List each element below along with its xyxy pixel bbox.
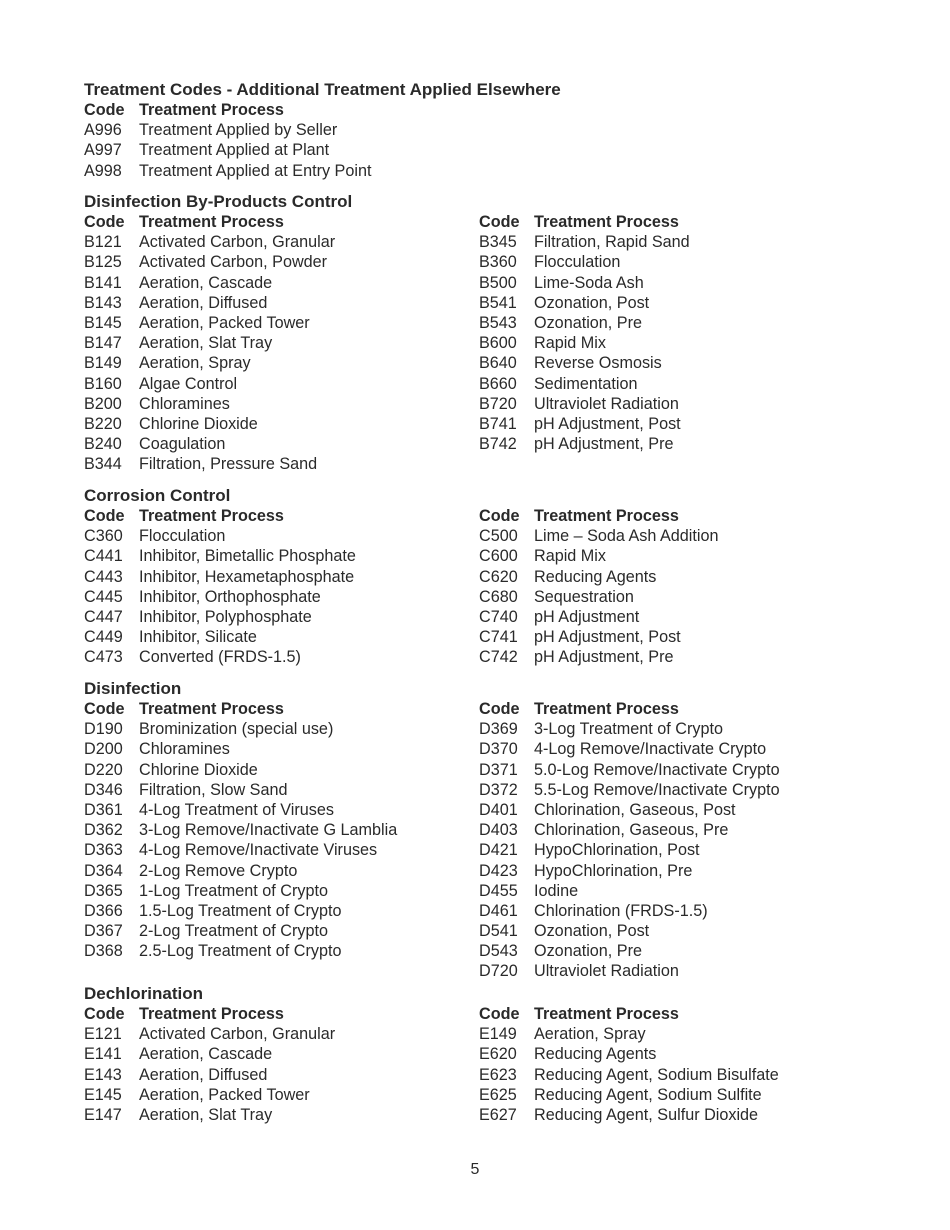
treatment-process: Reverse Osmosis	[534, 354, 662, 373]
table-row	[84, 861, 479, 881]
treatment-process: pH Adjustment, Pre	[534, 648, 674, 667]
table-row	[84, 546, 479, 566]
treatment-process: pH Adjustment	[534, 607, 640, 626]
table-row	[479, 252, 874, 272]
header-process: Treatment Process	[534, 213, 679, 231]
treatment-code: D720	[479, 962, 518, 981]
treatment-code: D346	[84, 780, 123, 799]
table-row	[479, 353, 874, 373]
treatment-process: Ozonation, Post	[534, 922, 650, 941]
treatment-process: 4-Log Treatment of Viruses	[139, 800, 334, 819]
table-row	[84, 1044, 479, 1064]
treatment-code: B720	[479, 394, 517, 413]
table-column	[479, 1004, 874, 1125]
table-row	[84, 587, 479, 607]
section-title: Disinfection	[84, 679, 182, 698]
section-columns	[84, 212, 874, 474]
table-row	[84, 333, 479, 353]
table-row	[84, 293, 479, 313]
treatment-code: C742	[479, 648, 518, 667]
treatment-code: D364	[84, 861, 123, 880]
section-title: Corrosion Control	[84, 486, 231, 505]
table-column	[479, 212, 874, 474]
treatment-code: D455	[479, 881, 518, 900]
table-row	[479, 567, 874, 587]
table-row	[84, 739, 479, 759]
treatment-code: D361	[84, 800, 123, 819]
treatment-code: D371	[479, 760, 518, 779]
table-row	[84, 232, 479, 252]
treatment-process: Aeration, Packed Tower	[139, 313, 310, 332]
treatment-code: D365	[84, 881, 123, 900]
treatment-code: D368	[84, 942, 123, 961]
treatment-process: 2-Log Treatment of Crypto	[139, 922, 328, 941]
table-row	[84, 760, 479, 780]
table-row	[84, 140, 531, 160]
header-code: Code	[479, 507, 520, 525]
table-row	[84, 161, 531, 181]
treatment-process: 2-Log Remove Crypto	[139, 861, 298, 880]
table-row	[84, 374, 479, 394]
treatment-code: E149	[479, 1025, 517, 1044]
table-row	[479, 273, 874, 293]
treatment-process: Sedimentation	[534, 374, 638, 393]
treatment-code: E145	[84, 1085, 122, 1104]
treatment-code: B541	[479, 293, 517, 312]
table-row	[84, 273, 479, 293]
treatment-code: D421	[479, 841, 518, 860]
table-row	[84, 313, 479, 333]
treatment-code: B660	[479, 374, 517, 393]
treatment-process: Brominization (special use)	[139, 720, 334, 739]
treatment-code: B344	[84, 455, 122, 474]
treatment-process: Reducing Agent, Sodium Sulfite	[534, 1085, 762, 1104]
table-row	[479, 526, 874, 546]
treatment-process: Ultraviolet Radiation	[534, 394, 679, 413]
treatment-process: Treatment Applied by Seller	[139, 121, 338, 140]
treatment-process: 4-Log Remove/Inactivate Viruses	[139, 841, 378, 860]
treatment-process: Aeration, Spray	[139, 354, 251, 373]
table-header-row	[479, 1004, 874, 1024]
treatment-code: B240	[84, 435, 122, 454]
treatment-process: 1.5-Log Treatment of Crypto	[139, 901, 342, 920]
section-corrosion-control	[84, 486, 874, 668]
treatment-code: B345	[479, 233, 517, 252]
table-row	[479, 1065, 874, 1085]
treatment-code: E143	[84, 1065, 122, 1084]
treatment-process: Lime – Soda Ash Addition	[534, 527, 719, 546]
treatment-process: 4-Log Remove/Inactivate Crypto	[534, 740, 767, 759]
header-code: Code	[84, 507, 125, 525]
section-title: Treatment Codes - Additional Treatment Applied Elsewhere	[84, 80, 561, 99]
table-header-row	[479, 212, 874, 232]
header-code: Code	[84, 213, 125, 231]
treatment-code: E147	[84, 1105, 122, 1124]
table-row	[479, 333, 874, 353]
treatment-process: Aeration, Packed Tower	[139, 1085, 310, 1104]
treatment-code: B741	[479, 414, 517, 433]
treatment-process: pH Adjustment, Post	[534, 628, 681, 647]
treatment-code: D220	[84, 760, 123, 779]
treatment-process: HypoChlorination, Pre	[534, 861, 693, 880]
table-row	[479, 840, 874, 860]
treatment-process: Reducing Agents	[534, 567, 657, 586]
header-process: Treatment Process	[139, 101, 284, 119]
table-row	[479, 881, 874, 901]
header-process: Treatment Process	[139, 213, 284, 231]
treatment-process: Chlorine Dioxide	[139, 760, 258, 779]
treatment-code: D363	[84, 841, 123, 860]
table-row	[84, 567, 479, 587]
treatment-process: Inhibitor, Bimetallic Phosphate	[139, 547, 356, 566]
treatment-code: B125	[84, 253, 122, 272]
treatment-code: B220	[84, 414, 122, 433]
treatment-code: C441	[84, 547, 123, 566]
treatment-code: D403	[479, 821, 518, 840]
table-row	[479, 374, 874, 394]
treatment-process: Chlorination, Gaseous, Pre	[534, 821, 729, 840]
table-row	[479, 627, 874, 647]
treatment-code: C500	[479, 527, 518, 546]
treatment-process: Ozonation, Pre	[534, 313, 642, 332]
header-process: Treatment Process	[139, 507, 284, 525]
table-row	[84, 120, 531, 140]
treatment-code: B742	[479, 435, 517, 454]
table-row	[479, 414, 874, 434]
treatment-process: Ultraviolet Radiation	[534, 962, 679, 981]
table-row	[84, 1085, 479, 1105]
table-row	[479, 647, 874, 667]
page-number: 5	[470, 1161, 480, 1178]
treatment-code: C360	[84, 527, 123, 546]
table-row	[84, 780, 479, 800]
treatment-process: Aeration, Slat Tray	[139, 334, 273, 353]
treatment-code: C445	[84, 587, 123, 606]
treatment-process: Chlorination, Gaseous, Post	[534, 800, 736, 819]
table-row	[84, 252, 479, 272]
treatment-code: B160	[84, 374, 122, 393]
table-row	[479, 587, 874, 607]
treatment-code: A998	[84, 161, 122, 180]
treatment-code: B143	[84, 293, 122, 312]
table-header-row	[84, 699, 479, 719]
treatment-process: Ozonation, Pre	[534, 942, 642, 961]
table-row	[84, 941, 479, 961]
treatment-code: E625	[479, 1085, 517, 1104]
table-row	[479, 961, 874, 981]
treatment-code: C620	[479, 567, 518, 586]
table-column	[479, 699, 874, 982]
treatment-process: Aeration, Slat Tray	[139, 1105, 273, 1124]
table-row	[479, 313, 874, 333]
treatment-process: HypoChlorination, Post	[534, 841, 700, 860]
table-row	[84, 434, 479, 454]
table-row	[84, 1065, 479, 1085]
treatment-process: 3-Log Treatment of Crypto	[534, 720, 723, 739]
header-process: Treatment Process	[139, 700, 284, 718]
treatment-code: B121	[84, 233, 122, 252]
treatment-process: Filtration, Slow Sand	[139, 780, 288, 799]
treatment-process: Filtration, Rapid Sand	[534, 233, 690, 252]
treatment-code: C443	[84, 567, 123, 586]
table-row	[479, 901, 874, 921]
treatment-process: Chloramines	[139, 740, 230, 759]
treatment-code: C741	[479, 628, 518, 647]
treatment-process: 2.5-Log Treatment of Crypto	[139, 942, 342, 961]
section-columns	[84, 699, 874, 982]
table-row	[479, 546, 874, 566]
treatment-process: Algae Control	[139, 374, 238, 393]
table-row	[479, 780, 874, 800]
treatment-code: D541	[479, 922, 518, 941]
table-header-row	[479, 506, 874, 526]
treatment-process: Sequestration	[534, 587, 634, 606]
treatment-code: D401	[479, 800, 518, 819]
treatment-process: Aeration, Diffused	[139, 293, 268, 312]
treatment-code: E627	[479, 1105, 517, 1124]
table-row	[84, 800, 479, 820]
table-column	[84, 212, 479, 474]
header-process: Treatment Process	[534, 507, 679, 525]
treatment-process: Reducing Agent, Sulfur Dioxide	[534, 1105, 759, 1124]
treatment-process: Reducing Agents	[534, 1045, 657, 1064]
treatment-process: Inhibitor, Polyphosphate	[139, 607, 312, 626]
treatment-process: Rapid Mix	[534, 334, 606, 353]
treatment-process: Ozonation, Post	[534, 293, 650, 312]
table-column	[479, 506, 874, 668]
treatment-code: D190	[84, 720, 123, 739]
treatment-code: C680	[479, 587, 518, 606]
treatment-code: C600	[479, 547, 518, 566]
header-code: Code	[84, 1005, 125, 1023]
treatment-process: Aeration, Cascade	[139, 273, 273, 292]
treatment-code: B500	[479, 273, 517, 292]
table-column	[84, 100, 531, 181]
table-column	[84, 699, 479, 982]
treatment-code: E623	[479, 1065, 517, 1084]
treatment-process: Lime-Soda Ash	[534, 273, 644, 292]
table-row	[479, 1044, 874, 1064]
table-row	[84, 1024, 479, 1044]
table-row	[479, 434, 874, 454]
table-header-row	[84, 212, 479, 232]
treatment-code: B145	[84, 313, 122, 332]
treatment-process: 1-Log Treatment of Crypto	[139, 881, 328, 900]
treatment-process: 3-Log Remove/Inactivate G Lamblia	[139, 821, 398, 840]
table-row	[479, 941, 874, 961]
treatment-code: B600	[479, 334, 517, 353]
treatment-code: D423	[479, 861, 518, 880]
treatment-process: Chlorination (FRDS-1.5)	[534, 901, 708, 920]
treatment-process: Aeration, Diffused	[139, 1065, 268, 1084]
header-code: Code	[479, 213, 520, 231]
header-code: Code	[479, 1005, 520, 1023]
treatment-process: Flocculation	[534, 253, 621, 272]
table-row	[84, 921, 479, 941]
treatment-process: Flocculation	[139, 527, 226, 546]
treatment-code: D200	[84, 740, 123, 759]
treatment-process: Inhibitor, Orthophosphate	[139, 587, 321, 606]
table-header-row	[84, 1004, 479, 1024]
table-row	[84, 881, 479, 901]
treatment-process: Chloramines	[139, 394, 230, 413]
treatment-process: Aeration, Cascade	[139, 1045, 273, 1064]
table-row	[84, 607, 479, 627]
treatment-process: Chlorine Dioxide	[139, 414, 258, 433]
section-disinfection	[84, 679, 874, 982]
treatment-code: E620	[479, 1045, 517, 1064]
treatment-code: C740	[479, 607, 518, 626]
treatment-code: B149	[84, 354, 122, 373]
treatment-process: pH Adjustment, Post	[534, 414, 681, 433]
treatment-process: 5.5-Log Remove/Inactivate Crypto	[534, 780, 780, 799]
section-columns	[84, 506, 874, 668]
header-process: Treatment Process	[139, 1005, 284, 1023]
table-row	[84, 394, 479, 414]
treatment-process: Aeration, Spray	[534, 1025, 646, 1044]
table-row	[479, 293, 874, 313]
treatment-code: E121	[84, 1025, 122, 1044]
section-dechlorination	[84, 984, 874, 1125]
treatment-process: Treatment Applied at Plant	[139, 141, 330, 160]
treatment-code: D366	[84, 901, 123, 920]
table-row	[84, 454, 479, 474]
treatment-process: Activated Carbon, Granular	[139, 233, 336, 252]
header-process: Treatment Process	[534, 1005, 679, 1023]
table-row	[479, 1024, 874, 1044]
header-code: Code	[479, 700, 520, 718]
header-code: Code	[84, 700, 125, 718]
table-column	[84, 1004, 479, 1125]
treatment-process: Inhibitor, Silicate	[139, 628, 257, 647]
treatment-code: D372	[479, 780, 518, 799]
table-row	[479, 861, 874, 881]
table-row	[84, 1105, 479, 1125]
table-header-row	[479, 699, 874, 719]
treatment-code: B640	[479, 354, 517, 373]
table-row	[479, 800, 874, 820]
table-row	[84, 627, 479, 647]
table-row	[479, 232, 874, 252]
table-row	[84, 414, 479, 434]
table-row	[84, 353, 479, 373]
table-row	[479, 394, 874, 414]
treatment-code: B141	[84, 273, 122, 292]
table-header-row	[84, 100, 531, 120]
treatment-code: D362	[84, 821, 123, 840]
table-row	[479, 760, 874, 780]
treatment-process: Iodine	[534, 881, 579, 900]
treatment-code: D370	[479, 740, 518, 759]
table-row	[84, 901, 479, 921]
treatment-code: B200	[84, 394, 122, 413]
section-columns	[84, 1004, 874, 1125]
treatment-process: Filtration, Pressure Sand	[139, 455, 318, 474]
table-header-row	[84, 506, 479, 526]
treatment-code: A997	[84, 141, 122, 160]
treatment-code: C449	[84, 628, 123, 647]
table-row	[84, 820, 479, 840]
section-columns	[84, 100, 874, 181]
header-code: Code	[84, 101, 125, 119]
table-row	[84, 840, 479, 860]
treatment-code: A996	[84, 121, 122, 140]
table-row	[84, 719, 479, 739]
treatment-process: Rapid Mix	[534, 547, 606, 566]
table-row	[479, 1085, 874, 1105]
table-row	[479, 719, 874, 739]
table-column	[84, 506, 479, 668]
treatment-process: 5.0-Log Remove/Inactivate Crypto	[534, 760, 780, 779]
section-title: Disinfection By-Products Control	[84, 192, 353, 211]
treatment-process: Treatment Applied at Entry Point	[139, 161, 372, 180]
treatment-code: B543	[479, 313, 517, 332]
treatment-code: C447	[84, 607, 123, 626]
treatment-process: Activated Carbon, Powder	[139, 253, 328, 272]
table-row	[84, 647, 479, 667]
treatment-code: B147	[84, 334, 122, 353]
treatment-code: C473	[84, 648, 123, 667]
table-row	[479, 921, 874, 941]
table-row	[479, 739, 874, 759]
table-row	[84, 526, 479, 546]
treatment-code: B360	[479, 253, 517, 272]
header-process: Treatment Process	[534, 700, 679, 718]
treatment-process: Inhibitor, Hexametaphosphate	[139, 567, 355, 586]
treatment-code: D369	[479, 720, 518, 739]
treatment-code: D543	[479, 942, 518, 961]
table-row	[479, 1105, 874, 1125]
treatment-process: Activated Carbon, Granular	[139, 1025, 336, 1044]
treatment-process: Coagulation	[139, 435, 226, 454]
section-dbp-control	[84, 192, 874, 474]
treatment-process: pH Adjustment, Pre	[534, 435, 674, 454]
table-row	[479, 820, 874, 840]
treatment-code: D367	[84, 922, 123, 941]
section-additional-treatment	[84, 80, 874, 181]
treatment-code: E141	[84, 1045, 122, 1064]
section-title: Dechlorination	[84, 984, 204, 1003]
treatment-process: Converted (FRDS-1.5)	[139, 648, 301, 667]
treatment-process: Reducing Agent, Sodium Bisulfate	[534, 1065, 779, 1084]
treatment-code: D461	[479, 901, 518, 920]
table-row	[479, 607, 874, 627]
